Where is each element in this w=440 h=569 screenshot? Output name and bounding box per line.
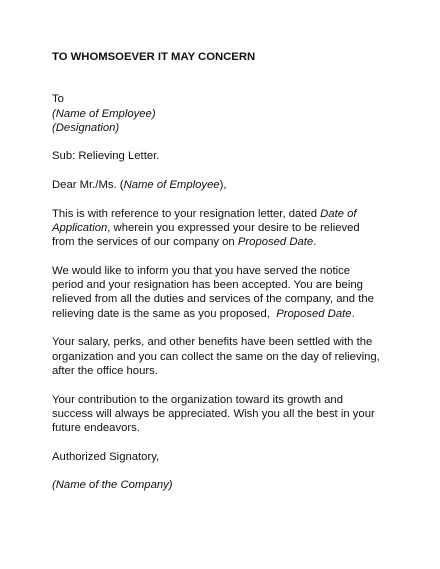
paragraph-line — [52, 207, 392, 221]
paragraph-line: Your salary, perks, and other benefits have been settled with the — [52, 336, 373, 349]
to-label: To — [52, 93, 64, 106]
paragraph-line: relieved from all the duties and services of the company, and the — [52, 293, 374, 306]
paragraph-closing — [52, 393, 392, 436]
paragraph-text: This is with reference to your resignation letter, dated — [52, 207, 321, 220]
designation-placeholder: (Designation) — [52, 121, 120, 134]
company-name-placeholder: (Name of the Company) — [52, 479, 173, 492]
paragraph-text: . — [313, 236, 317, 249]
paragraph-text: from the services of our company on — [52, 236, 238, 249]
paragraph-line: success will always be appreciated. Wish you all the best in your — [52, 407, 375, 420]
date-of-application-placeholder: Application — [52, 221, 108, 234]
paragraph-benefits — [52, 335, 392, 378]
salutation-prefix: Dear Mr./Ms. ( — [52, 179, 124, 192]
recipient-block — [52, 92, 392, 135]
paragraph-line: period and your resignation has been accepted. You are being — [52, 279, 363, 292]
salutation-suffix: ), — [219, 179, 227, 192]
salutation-name-placeholder: Name of Employee — [123, 179, 220, 192]
paragraph-line — [52, 235, 392, 249]
proposed-date-placeholder: Proposed Date — [276, 307, 352, 320]
paragraph-notice — [52, 264, 392, 321]
date-of-application-placeholder: Date of — [320, 207, 357, 220]
paragraph-line: future endeavors. — [52, 422, 140, 435]
paragraph-text: relieving date is the same as you proposed, — [52, 307, 277, 320]
letter-body — [52, 50, 392, 507]
salutation — [52, 178, 392, 192]
paragraph-line: Your contribution to the organization toward its growth and — [52, 393, 343, 406]
paragraph-line: organization and you can collect the same on the day of relieving, — [52, 350, 380, 363]
paragraph-reference — [52, 207, 392, 250]
employee-name-placeholder: (Name of Employee) — [52, 107, 156, 120]
proposed-date-placeholder: Proposed Date — [237, 236, 314, 249]
signatory-label: Authorized Signatory, — [52, 450, 160, 463]
paragraph-text: . — [351, 307, 355, 320]
paragraph-line — [52, 307, 392, 321]
paragraph-line — [52, 221, 392, 235]
subject-line: Sub: Relieving Letter. — [52, 150, 160, 163]
letter-heading: TO WHOMSOEVER IT MAY CONCERN — [52, 51, 256, 63]
paragraph-line: after the office hours. — [52, 364, 158, 377]
paragraph-text: , wherein you expressed your desire to be relieved — [107, 221, 360, 234]
paragraph-line: We would like to inform you that you have served the notice — [52, 264, 351, 277]
